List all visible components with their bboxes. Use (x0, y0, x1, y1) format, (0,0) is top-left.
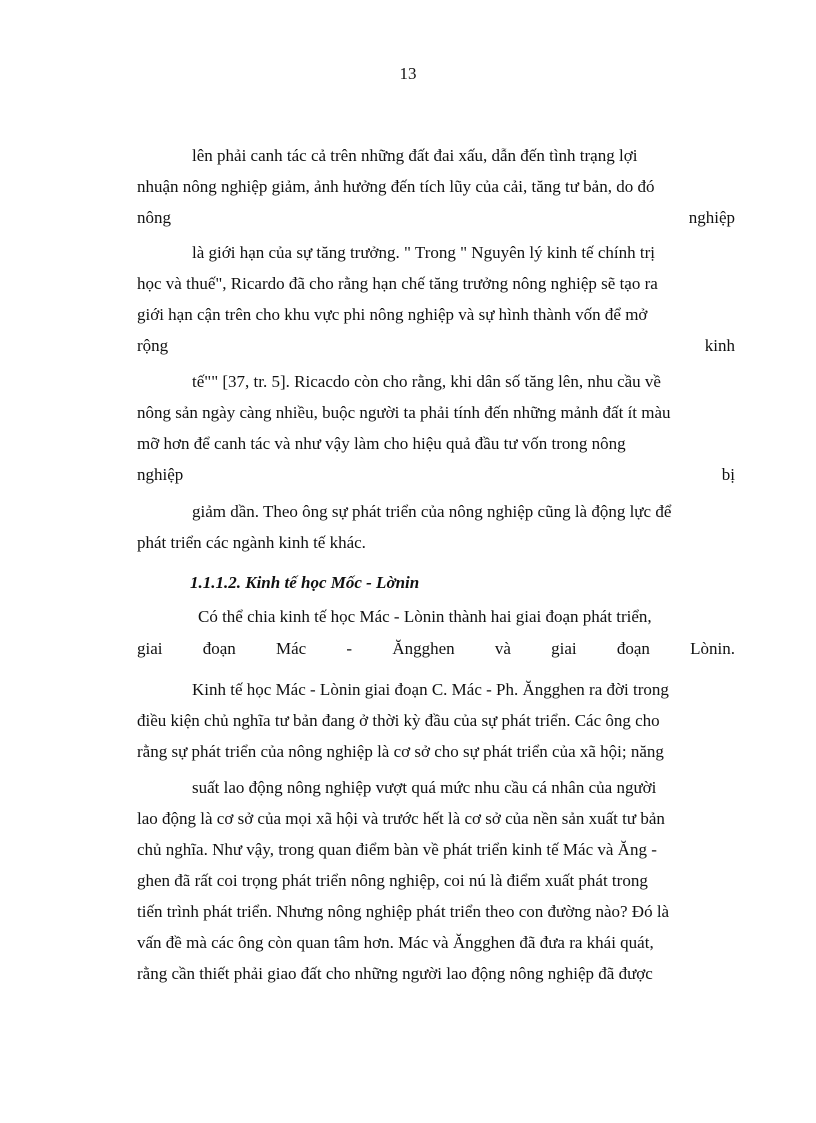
word: giai (137, 639, 163, 658)
text-line: giảm dần. Theo ông sự phát triển của nông nghiệp cũng là động lực để (192, 502, 672, 521)
section-heading: 1.1.1.2. Kinh tế học Mốc - Lờnin (190, 573, 420, 592)
text-line: Có thể chia kinh tế học Mác - Lònin thành hai giai đoạn phát triển, (198, 607, 652, 626)
page-number: 13 (399, 64, 417, 83)
text-line: rằng cần thiết phải giao đất cho những người lao động nông nghiệp đã được (137, 964, 653, 983)
text-line: mỡ hơn để canh tác và như vậy làm cho hiệu quả đầu tư vốn trong nông (137, 434, 626, 453)
text-line: điều kiện chủ nghĩa tư bản đang ở thời kỳ đầu của sự phát triển. Các ông cho (137, 711, 660, 730)
text-line: ghen đã rất coi trọng phát triển nông nghiệp, coi nú là điểm xuất phát trong (137, 871, 648, 890)
text-line: lên phải canh tác cả trên những đất đai xấu, dẫn đến tình trạng lợi (192, 146, 638, 165)
word: Ăngghen (392, 639, 455, 658)
word: và (494, 639, 511, 658)
word: kinh (704, 336, 735, 355)
text-line-split (137, 336, 735, 356)
word: - (346, 639, 353, 658)
text-line: nông sản ngày càng nhiều, buộc người ta phải tính đến những mảnh đất ít màu (137, 403, 671, 422)
text-line: tế"" [37, tr. 5]. Ricacdo còn cho rằng, khi dân số tăng lên, nhu cầu về (192, 372, 661, 391)
text-line-split (137, 639, 735, 659)
word: giai (551, 639, 577, 658)
text-line-split (137, 465, 735, 485)
word: Lònin. (690, 639, 735, 658)
text-line: học và thuế", Ricardo đã cho rằng hạn chế tăng trưởng nông nghiệp sẽ tạo ra (137, 274, 658, 293)
text-line: rằng sự phát triển của nông nghiệp là cơ sở cho sự phát triển của xã hội; năng (137, 742, 664, 761)
word: bị (721, 465, 735, 484)
word: đoạn (616, 639, 650, 658)
text-line: lao động là cơ sở của mọi xã hội và trước hết là cơ sở của nền sản xuất tư bản (137, 809, 665, 828)
text-line: suất lao động nông nghiệp vượt quá mức nhu cầu cá nhân của người (192, 778, 657, 797)
text-line: là giới hạn của sự tăng trưởng. " Trong " Nguyên lý kinh tế chính trị (192, 243, 655, 262)
text-line: chủ nghĩa. Như vậy, trong quan điểm bàn về phát triển kinh tế Mác và Ăng - (137, 840, 657, 859)
text-line-split (137, 208, 735, 228)
text-line: vấn đề mà các ông còn quan tâm hơn. Mác và Ăngghen đã đưa ra khái quát, (137, 933, 654, 952)
word: rộng (137, 336, 169, 355)
text-line: phát triển các ngành kinh tế khác. (137, 533, 366, 552)
word: nông (137, 208, 171, 227)
text-line: tiến trình phát triển. Nhưng nông nghiệp phát triển theo con đường nào? Đó là (137, 902, 670, 921)
text-line: Kinh tế học Mác - Lònin giai đoạn C. Mác - Ph. Ăngghen ra đời trong (192, 680, 669, 699)
word: nghiệp (137, 465, 184, 484)
word: nghiệp (688, 208, 735, 227)
word: Mác (275, 639, 307, 658)
word: đoạn (202, 639, 236, 658)
text-line: nhuận nông nghiệp giảm, ảnh hưởng đến tích lũy của cải, tăng tư bản, do đó (137, 177, 655, 196)
text-line: giới hạn cận trên cho khu vực phi nông nghiệp và sự hình thành vốn để mở (137, 305, 648, 324)
